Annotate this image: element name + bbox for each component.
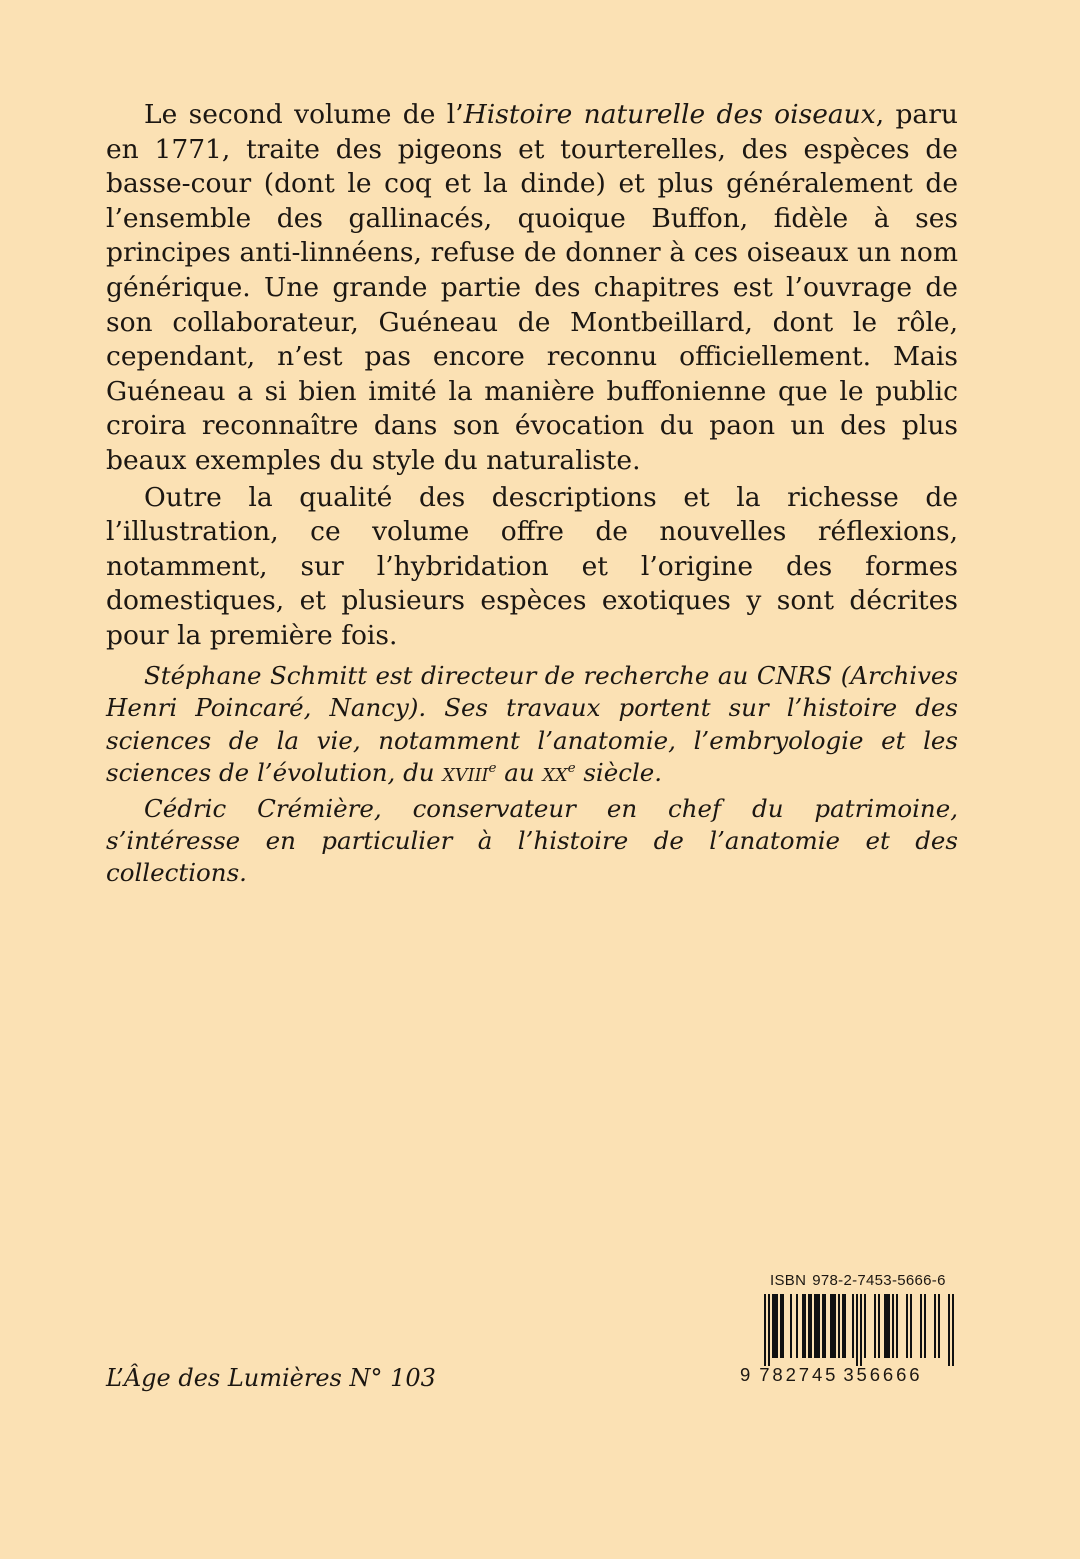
isbn-barcode-block [740, 1272, 956, 1385]
barcode-bar [884, 1294, 886, 1358]
barcode-bar [790, 1294, 792, 1358]
barcode-bar [886, 1294, 888, 1358]
author-bio-cremiere: Cédric Crémière, conservateur en chef du patrimoine, s’intéresse en particulier à l’histoire de l’anatomie et des collections. [106, 793, 958, 888]
barcode-bar [842, 1294, 844, 1358]
barcode-bar [934, 1294, 936, 1358]
barcode-bar [878, 1294, 880, 1358]
barcode-bar [924, 1294, 926, 1358]
series-number: L’Âge des Lumières N° 103 [106, 1364, 436, 1392]
barcode-bar [810, 1294, 812, 1358]
barcode-bar [920, 1294, 922, 1358]
barcode-bar [816, 1294, 818, 1358]
barcode-bar [822, 1294, 824, 1358]
barcode-bar [764, 1294, 766, 1366]
barcode-bar [796, 1294, 798, 1358]
barcode-bar [768, 1294, 770, 1366]
ean-digits: 9 782745 356666 [740, 1364, 923, 1385]
barcode-bar [782, 1294, 784, 1358]
barcode-bar [834, 1294, 836, 1358]
blurb-paragraph-2: Outre la qualité des descriptions et la richesse de l’illustration, ce volume offre de nouvelles réflexions, notamment, sur l’hybridation et l’origine des formes domestiques, et plusieurs espèces exotiques y sont décrites pour la première fois. [106, 481, 958, 651]
barcode-bar [864, 1294, 866, 1358]
book-title: Histoire naturelle des oiseaux [463, 99, 876, 130]
barcode-bar [802, 1294, 804, 1358]
barcode-bar [818, 1294, 820, 1358]
barcode-bar [804, 1294, 806, 1358]
author-bio-schmitt: Stéphane Schmitt est directeur de recherche au CNRS (Archives Henri Poincaré, Nancy). Ses travaux portent sur l’histoire des sciences de la vie, notamment l’anatomie, l’embryologie et les sciences de l’évolution, du XVIIIe au XXe siècle. [106, 661, 958, 788]
barcode-bar [852, 1294, 854, 1358]
barcode-bar [830, 1294, 832, 1358]
barcode-bar [780, 1294, 782, 1358]
barcode-bar [860, 1294, 862, 1366]
barcode-bar [896, 1294, 898, 1358]
barcode-bar [948, 1294, 950, 1366]
barcode-bar [874, 1294, 876, 1358]
barcode-bar [910, 1294, 912, 1358]
barcode-bar [892, 1294, 894, 1358]
barcode-bar [838, 1294, 840, 1358]
barcode-bar [938, 1294, 940, 1358]
barcode-bar [832, 1294, 834, 1358]
barcode-bar [772, 1294, 774, 1358]
barcode-bar [952, 1294, 954, 1366]
barcode-bar [844, 1294, 846, 1358]
barcode-bar [824, 1294, 826, 1358]
blurb-paragraph-1: Le second volume de l’Histoire naturelle des oiseaux, paru en 1771, traite des pigeons et tourterelles, des espèces de basse-cour (dont le coq et la dinde) et plus généralement de l’ensemble des gallinacés, quoique Buffon, fidèle à ses principes anti-linnéens, refuse de donner à ces oiseaux un nom générique. Une grande partie des chapitres est l’ouvrage de son collaborateur, Guéneau de Montbeillard, dont le rôle, cependant, n’est pas encore reconnu officiellement. Mais Guéneau a si bien imité la manière buffonienne que le public croira reconnaître dans son évocation du paon un des plus beaux exemples du style du naturaliste. [106, 99, 958, 476]
barcode-bar [774, 1294, 776, 1358]
barcode-bar [808, 1294, 810, 1358]
isbn-label: ISBN 978-2-7453-5666-6 [770, 1272, 946, 1289]
author-bios [106, 660, 958, 890]
barcode-bar [888, 1294, 890, 1358]
barcode-bar [776, 1294, 778, 1358]
barcode-bar [906, 1294, 908, 1358]
barcode-bar [856, 1294, 858, 1366]
barcode-bar [814, 1294, 816, 1358]
back-cover-blurb [106, 98, 958, 656]
